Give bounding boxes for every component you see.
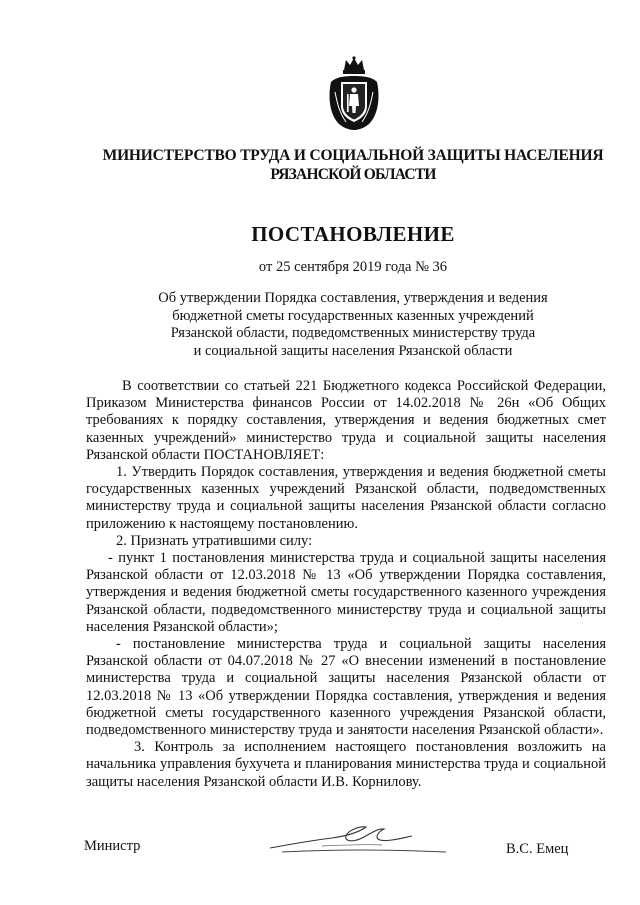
item-2a-paragraph: - пункт 1 постановления министерства труда и социальной защиты населения Рязанской области от 12.03.2018 № 13 «Об утверждении Порядка составления, утверждения и ведения бюджетной сметы государственного казенного учреждения Рязанской области, подведомственного министерству труда и социальной защиты населения Рязанской области»; (86, 550, 606, 635)
document-subject (130, 290, 576, 360)
item-1-paragraph: 1. Утвердить Порядок составления, утверждения и ведения бюджетной сметы государственных казенных учреждений Рязанской области, подведомственных министерству труда и социальной защиты населения Рязанской области согласно приложению к настоящему постановлению. (86, 464, 606, 532)
document-date-number: от 25 сентября 2019 года № 36 (258, 259, 448, 275)
ministry-name-line2: РЯЗАНСКОЙ ОБЛАСТИ (270, 166, 436, 183)
item-2-paragraph: 2. Признать утратившими силу: (116, 532, 313, 549)
subject-line: бюджетной сметы государственных казенных учреждений (172, 307, 534, 324)
signatory-title: Министр (84, 838, 141, 854)
document-body (86, 378, 606, 791)
item-2b-paragraph: - постановление министерства труда и социальной защиты населения Рязанской области от 04.07.2018 № 27 «О внесении изменений в постановление министерства труда и социальной защиты населения Рязанской области от 12.03.2018 № 13 «Об утверждении Порядка составления, утверждения и ведения бюджетной сметы государственного казенного учреждения Рязанской области, подведомственного министерству труда и занятости населения Рязанской области». (86, 636, 606, 739)
subject-line: Рязанской области, подведомственных министерству труда (170, 325, 536, 341)
signatory-name: В.С. Емец (506, 841, 569, 857)
document-type-title: ПОСТАНОВЛЕНИЕ (251, 222, 455, 246)
handwritten-signature (262, 818, 452, 864)
item-3-paragraph: 3. Контроль за исполнением настоящего постановления возложить на начальника управления бухучета и планирования министерства труда и социальной защиты населения Рязанской области И.В. Корнилову. (86, 739, 606, 790)
coat-of-arms-emblem (327, 56, 381, 132)
ministry-name-line1: МИНИСТЕРСТВО ТРУДА И СОЦИАЛЬНОЙ ЗАЩИТЫ НАСЕЛЕНИЯ (102, 147, 604, 164)
preamble-paragraph: В соответствии со статьей 221 Бюджетного кодекса Российской Федерации, Приказом Министерства финансов России от 14.02.2018 № 26н «Об Общих требованиях к порядку составления, утверждения и ведения бюджетных смет казенных учреждений» министерство труда и социальной защиты населения Рязанской области ПОСТАНОВЛЯЕТ: (86, 378, 606, 463)
subject-line: и социальной защиты населения Рязанской области (193, 342, 513, 359)
subject-line: Об утверждении Порядка составления, утверждения и ведения (158, 290, 548, 306)
